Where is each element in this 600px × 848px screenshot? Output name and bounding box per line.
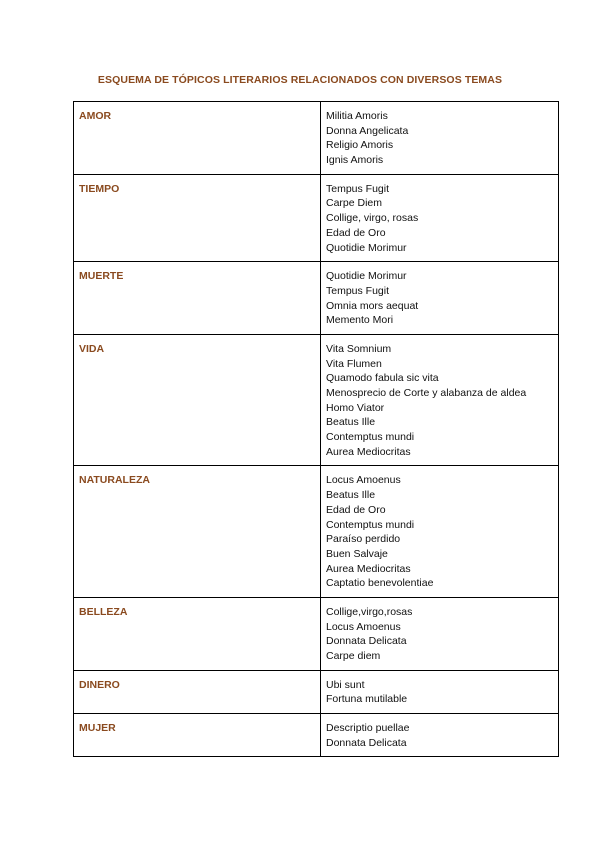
topic-item: Quamodo fabula sic vita [326, 372, 439, 385]
topic-item: Captatio benevolentiae [326, 577, 434, 590]
topics-cell [321, 102, 559, 175]
theme-cell: BELLEZA [74, 597, 321, 670]
theme-cell: MUERTE [74, 262, 321, 335]
table-row [74, 466, 559, 598]
topic-item: Collige, virgo, rosas [326, 212, 419, 225]
topic-item: Donna Angelicata [326, 124, 409, 137]
topics-cell [321, 262, 559, 335]
topic-item: Edad de Oro [326, 226, 386, 239]
topics-table [73, 101, 559, 757]
theme-cell: NATURALEZA [74, 466, 321, 598]
topic-item: Aurea Mediocritas [326, 562, 411, 575]
table-row [74, 597, 559, 670]
topic-item: Carpe Diem [326, 197, 383, 210]
topic-item: Militia Amoris [326, 110, 388, 122]
theme-cell: TIEMPO [74, 174, 321, 261]
topic-item: Locus Amoenus [326, 474, 401, 487]
table-row [74, 262, 559, 335]
topic-item: Tempus Fugit [326, 182, 390, 195]
topic-item: Beatus Ille [326, 489, 376, 502]
topic-item: Contemptus mundi [326, 431, 415, 444]
topic-item: Collige,virgo,rosas [326, 605, 413, 618]
topics-cell [321, 597, 559, 670]
topic-item: Vita Flumen [326, 357, 382, 370]
topic-item: Contemptus mundi [326, 518, 415, 531]
table-row [74, 670, 559, 713]
topic-item: Donnata Delicata [326, 736, 407, 749]
theme-cell: AMOR [74, 102, 321, 175]
theme-cell: DINERO [74, 670, 321, 713]
topic-item: Quotidie Morimur [326, 270, 407, 283]
table-row [74, 714, 559, 757]
topic-item: Locus Amoenus [326, 620, 401, 633]
theme-cell: MUJER [74, 714, 321, 757]
topics-cell [321, 466, 559, 598]
page-title: ESQUEMA DE TÓPICOS LITERARIOS RELACIONADOS CON DIVERSOS TEMAS [97, 74, 503, 86]
topic-item: Vita Somnium [326, 342, 392, 355]
topic-item: Paraíso perdido [326, 533, 401, 546]
topics-cell [321, 334, 559, 466]
topic-item: Aurea Mediocritas [326, 445, 411, 458]
topic-item: Donnata Delicata [326, 635, 407, 648]
table-row [74, 334, 559, 466]
topic-item: Memento Mori [326, 314, 394, 327]
topic-item: Ignis Amoris [326, 154, 384, 167]
topics-table-body [74, 102, 559, 757]
topic-item: Tempus Fugit [326, 284, 390, 297]
topic-item: Edad de Oro [326, 503, 386, 516]
topic-item: Buen Salvaje [326, 547, 388, 560]
topic-item: Ubi sunt [326, 678, 365, 691]
topic-item: Religio Amoris [326, 139, 394, 152]
topics-cell [321, 174, 559, 261]
topics-cell [321, 714, 559, 757]
topics-cell [321, 670, 559, 713]
topic-item: Descriptio puellae [326, 722, 410, 735]
topic-item: Homo Viator [326, 401, 385, 414]
table-row [74, 174, 559, 261]
topic-item: Omnia mors aequat [326, 299, 419, 312]
topic-item: Carpe diem [326, 650, 381, 662]
topic-item: Fortuna mutilable [326, 693, 408, 706]
topic-item: Quotidie Morimur [326, 241, 407, 254]
topic-item: Beatus Ille [326, 416, 376, 429]
topic-item: Menosprecio de Corte y alabanza de aldea [326, 387, 527, 399]
theme-cell: VIDA [74, 334, 321, 466]
table-row [74, 102, 559, 175]
